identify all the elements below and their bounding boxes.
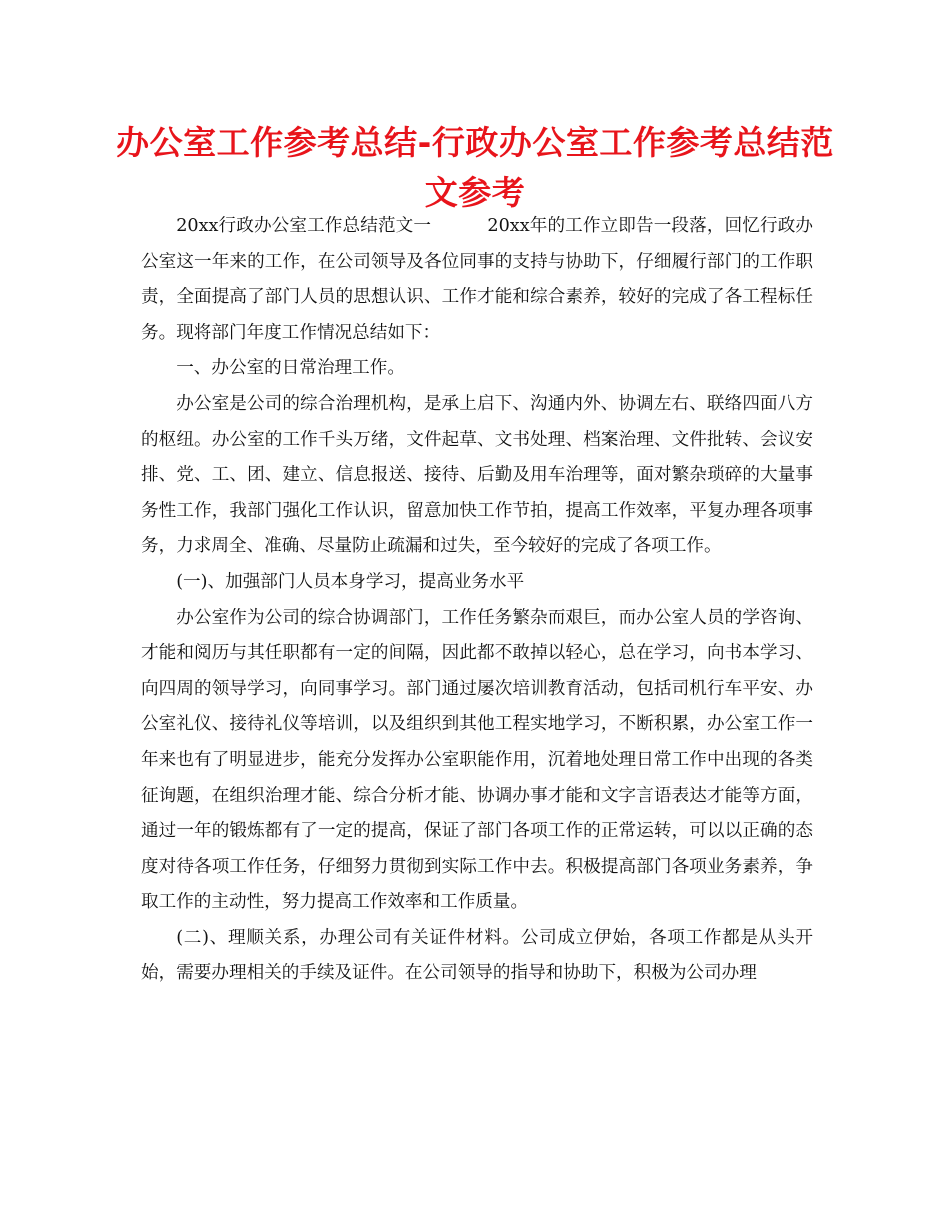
subsection-paragraph-1: 办公室作为公司的综合协调部门，工作任务繁杂而艰巨，而办公室人员的学咨询、才能和阅历与其任职都有一定的间隔，因此都不敢掉以轻心，总在学习，向书本学习、向四周的领导学习，向同事学习。部门通过屡次培训教育活动，包括司机行车平安、办公室礼仪、接待礼仪等培训，以及组织到其他工程实地学习，不断积累，办公室工作一年来也有了明显进步，能充分发挥办公室职能作用，沉着地处理日常工作中出现的各类征询题，在组织治理才能、综合分析才能、协调办事才能和文字言语表达才能等方面，通过一年的锻炼都有了一定的提高，保证了部门各项工作的正常运转，可以以正确的态度对待各项工作任务，仔细努力贯彻到实际工作中去。积极提高部门各项业务素养，争取工作的主动性，努力提高工作效率和工作质量。: [141, 607, 813, 913]
subsection-heading-1: (一)、加强部门人员本身学习，提高业务水平: [176, 571, 525, 592]
intro-paragraph: [141, 209, 813, 351]
section-heading-1: 一、办公室的日常治理工作。: [176, 358, 405, 379]
subsection-paragraph-2: (二)、理顺关系，办理公司有关证件材料。公司成立伊始，各项工作都是从头开始，需要办理相关的手续及证件。在公司领导的指导和协助下，积极为公司办理: [141, 927, 813, 984]
document-body: [141, 209, 813, 992]
intro-text: 20xx年的工作立即告一段落，回忆行政办公室这一年来的工作，在公司领导及各位同事的支持与协助下，仔细履行部门的工作职责，全面提高了部门人员的思想认识、工作才能和综合素养，较好的完成了各工程标任务。现将部门年度工作情况总结如下：: [141, 216, 814, 343]
section-paragraph-1: 办公室是公司的综合治理机构，是承上启下、沟通内外、协调左右、联络四面八方的枢纽。办公室的工作千头万绪，文件起草、文书处理、档案治理、文件批转、会议安排、党、工、团、建立、信息报送、接待、后勤及用车治理等，面对繁杂琐碎的大量事务性工作，我部门强化工作认识，留意加快工作节拍，提高工作效率，平复办理各项事务，力求周全、准确、尽量防止疏漏和过失，至今较好的完成了各项工作。: [141, 393, 813, 557]
intro-heading: 20xx行政办公室工作总结范文一: [176, 216, 432, 236]
document-title: 办公室工作参考总结-行政办公室工作参考总结范文参考: [116, 123, 834, 212]
